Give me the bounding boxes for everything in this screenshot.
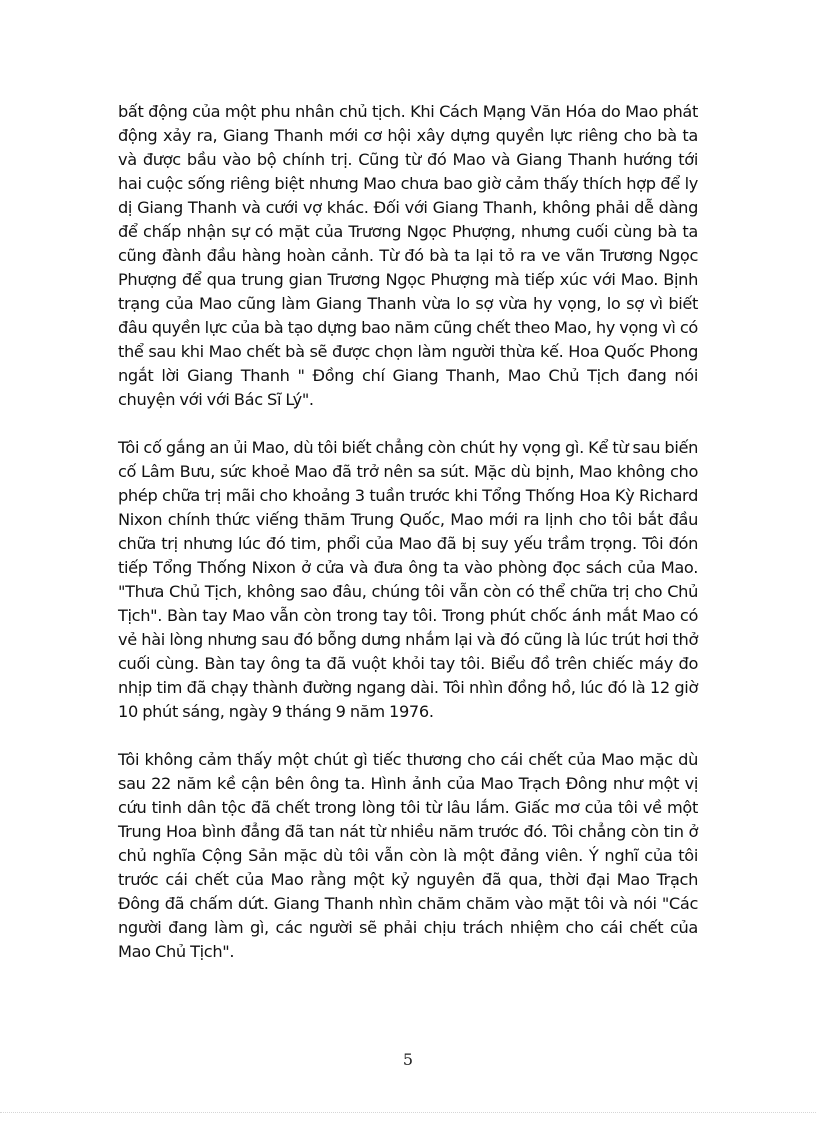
- paragraph-3: Tôi không cảm thấy một chút gì tiếc thương cho cái chết của Mao mặc dù sau 22 năm kề cận bên ông ta. Hình ảnh của Mao Trạch Đông như một vị cứu tinh dân tộc đã chết trong lòng tôi từ lâu lắm. Giấc mơ của tôi về một Trung Hoa bình đẳng đã tan nát từ nhiều năm trước đó. Tôi chẳng còn tin ở chủ nghĩa Cộng Sản mặc dù tôi vẫn còn là một đảng viên. Ý nghĩ của tôi trước cái chết của Mao rằng một kỷ nguyên đã qua, thời đại Mao Trạch Đông đã chấm dứt. Giang Thanh nhìn chăm chăm vào mặt tôi và nói "Các người đang làm gì, các người sẽ phải chịu trách nhiệm cho cái chết của Mao Chủ Tịch".: [118, 750, 698, 961]
- document-body: [118, 100, 698, 988]
- page-number: 5: [402, 1050, 414, 1069]
- bottom-divider: [0, 1112, 816, 1113]
- paragraph-1: bất động của một phu nhân chủ tịch. Khi Cách Mạng Văn Hóa do Mao phát động xảy ra, Giang Thanh mới cơ hội xây dựng quyền lực riêng cho bà ta và được bầu vào bộ chính trị. Cũng từ đó Mao và Giang Thanh hướng tới hai cuộc sống riêng biệt nhưng Mao chưa bao giờ cảm thấy thích hợp để ly dị Giang Thanh và cưới vợ khác. Đối với Giang Thanh, không phải dễ dàng để chấp nhận sự có mặt của Trương Ngọc Phượng, nhưng cuối cùng bà ta cũng đành đầu hàng hoàn cảnh. Từ đó bà ta lại tỏ ra ve vãn Trương Ngọc Phượng để qua trung gian Trương Ngọc Phượng mà tiếp xúc với Mao. Bịnh trạng của Mao cũng làm Giang Thanh vừa lo sợ vừa hy vọng, lo sợ vì biết đâu quyền lực của bà tạo dựng bao năm cũng chết theo Mao, hy vọng vì có thể sau khi Mao chết bà sẽ được chọn làm người thừa kế. Hoa Quốc Phong ngắt lời Giang Thanh " Đồng chí Giang Thanh, Mao Chủ Tịch đang nói chuyện với với Bác Sĩ Lý".: [118, 102, 698, 409]
- paragraph-2: Tôi cố gắng an ủi Mao, dù tôi biết chẳng còn chút hy vọng gì. Kể từ sau biến cố Lâm Bưu, sức khoẻ Mao đã trở nên sa sút. Mặc dù bịnh, Mao không cho phép chữa trị mãi cho khoảng 3 tuần trước khi Tổng Thống Hoa Kỳ Richard Nixon chính thức viếng thăm Trung Quốc, Mao mới ra lịnh cho tôi bắt đầu chữa trị nhưng lúc đó tim, phổi của Mao đã bị suy yếu trầm trọng. Tôi đón tiếp Tổng Thống Nixon ở cửa và đưa ông ta vào phòng đọc sách của Mao. "Thưa Chủ Tịch, không sao đâu, chúng tôi vẫn còn có thể chữa trị cho Chủ Tịch". Bàn tay Mao vẫn còn trong tay tôi. Trong phút chốc ánh mắt Mao có vẻ hài lòng nhưng sau đó bỗng dưng nhắm lại và đó cũng là lúc trút hơi thở cuối cùng. Bàn tay ông ta đã vuột khỏi tay tôi. Biểu đồ trên chiếc máy đo nhịp tim đã chạy thành đường ngang dài. Tôi nhìn đồng hồ, lúc đó là 12 giờ 10 phút sáng, ngày 9 tháng 9 năm 1976.: [118, 438, 698, 721]
